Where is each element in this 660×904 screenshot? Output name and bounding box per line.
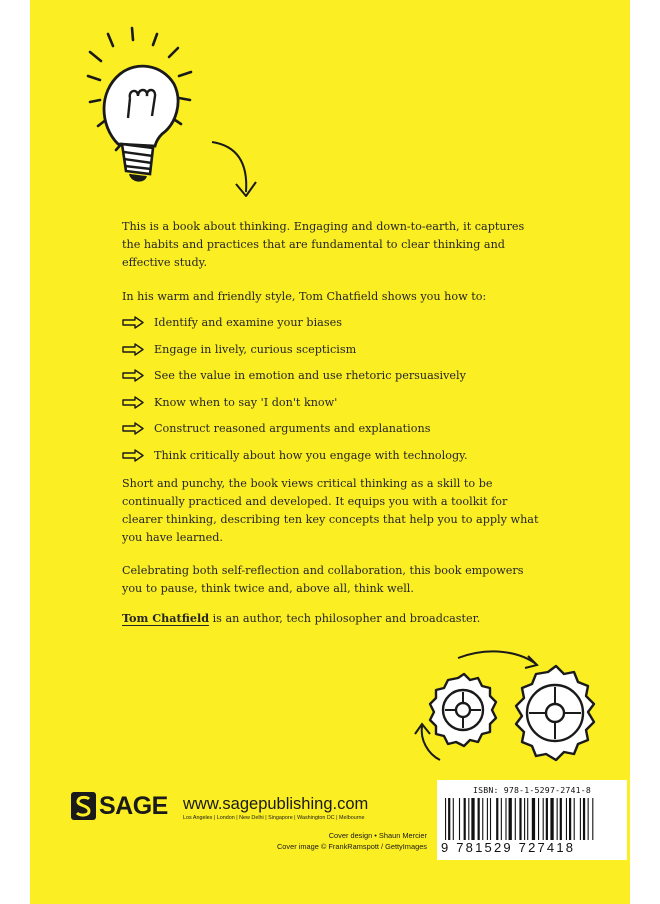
gears-icon xyxy=(400,650,610,770)
barcode-bar xyxy=(509,798,512,840)
lightbulb-icon xyxy=(80,26,200,184)
lead-in-paragraph: In his warm and friendly style, Tom Chatfield shows you how to: xyxy=(122,290,487,303)
barcode-bar xyxy=(478,798,480,840)
list-item-text: Identify and examine your biases xyxy=(154,316,342,329)
list-item-text: Know when to say 'I don't know' xyxy=(154,395,338,409)
barcode-bar xyxy=(524,798,525,840)
bullet-arrow-icon xyxy=(122,369,144,382)
barcode-bar xyxy=(468,798,469,840)
sage-logo xyxy=(70,791,168,821)
intro-paragraph: This is a book about thinking. Engaging and down-to-earth, it captures the habits and practices that are fundamental to clear thinking and effective study. xyxy=(122,220,525,269)
barcode-bar xyxy=(592,798,593,840)
barcode-bar xyxy=(546,798,548,840)
barcode-bar xyxy=(445,798,446,840)
barcode-bar xyxy=(543,798,544,840)
barcode-bar xyxy=(459,798,460,840)
barcode-bar xyxy=(560,798,562,840)
sage-logo-icon xyxy=(70,791,97,821)
barcode-bar xyxy=(574,798,575,840)
barcode-digits: 9 781529 727418 xyxy=(441,840,576,855)
list-item xyxy=(122,341,562,368)
author-bio-text: is an author, tech philosopher and broadcaster. xyxy=(209,612,481,625)
list-item xyxy=(122,420,562,447)
author-bio xyxy=(122,609,542,628)
list-item xyxy=(122,314,562,341)
bullet-arrow-icon xyxy=(122,449,144,462)
publisher-block xyxy=(70,791,427,861)
barcode-bar xyxy=(482,798,483,840)
barcode-box xyxy=(437,780,627,860)
list-item-text: Engage in lively, curious scepticism xyxy=(154,342,357,356)
author-name: Tom Chatfield xyxy=(122,611,210,625)
list-item-text: Think critically about how you engage with technology. xyxy=(154,448,468,462)
bullet-arrow-icon xyxy=(122,316,144,329)
barcode-bar xyxy=(490,798,491,840)
bullet-arrow-icon xyxy=(122,343,144,356)
barcode-bar xyxy=(566,798,567,840)
publisher-cities: Los Angeles | London | New Delhi | Singapore | Washington DC | Melbourne xyxy=(183,815,365,821)
barcode-bar xyxy=(580,798,581,840)
barcode-bar xyxy=(527,798,528,840)
barcode-bar xyxy=(448,798,450,840)
cover-image-credit: Cover image © FrankRamspott / GettyImages xyxy=(276,842,427,851)
bullet-arrow-icon xyxy=(122,396,144,409)
barcode-bar xyxy=(550,798,553,840)
barcode-bar xyxy=(583,798,585,840)
barcode-bar xyxy=(496,798,498,840)
list-item xyxy=(122,447,562,474)
barcode-bar xyxy=(464,798,466,840)
barcode-bar xyxy=(515,798,516,840)
barcode-bar xyxy=(519,798,521,840)
list-item xyxy=(122,367,562,394)
barcode-bar xyxy=(471,798,474,840)
barcode-bars xyxy=(445,798,621,840)
bullet-arrow-icon xyxy=(122,422,144,435)
barcode-bar xyxy=(538,798,539,840)
barcode-bar xyxy=(453,798,454,840)
barcode-bar xyxy=(557,798,558,840)
barcode-bar xyxy=(532,798,535,840)
cover-credits xyxy=(230,830,427,852)
list-item xyxy=(122,394,562,421)
publisher-url[interactable]: www.sagepublishing.com xyxy=(183,795,369,813)
barcode-bar xyxy=(588,798,589,840)
description-paragraph: Short and punchy, the book views critical thinking as a skill to be continually practiced and developed. It equips you with a toolkit for clearer thinking, describing ten key concepts that help you to apply what you have learned. xyxy=(122,477,539,544)
barcode-bar xyxy=(505,798,506,840)
cover-design-credit: Cover design • Shaun Mercier xyxy=(328,831,427,840)
sage-logo-text: SAGE xyxy=(99,792,168,820)
barcode-bar xyxy=(501,798,502,840)
closing-paragraph: Celebrating both self-reflection and collaboration, this book empowers you to pause, think twice and, above all, think well. xyxy=(122,564,524,595)
barcode-bar xyxy=(487,798,488,840)
barcode-bar xyxy=(569,798,571,840)
isbn-text: ISBN: 978-1-5297-2741-8 xyxy=(473,785,591,795)
list-item-text: See the value in emotion and use rhetoric persuasively xyxy=(154,369,466,383)
back-cover xyxy=(30,0,630,904)
list-item-text: Construct reasoned arguments and explanations xyxy=(154,422,431,436)
bullet-list xyxy=(122,314,562,474)
curved-arrow-icon xyxy=(208,138,264,204)
